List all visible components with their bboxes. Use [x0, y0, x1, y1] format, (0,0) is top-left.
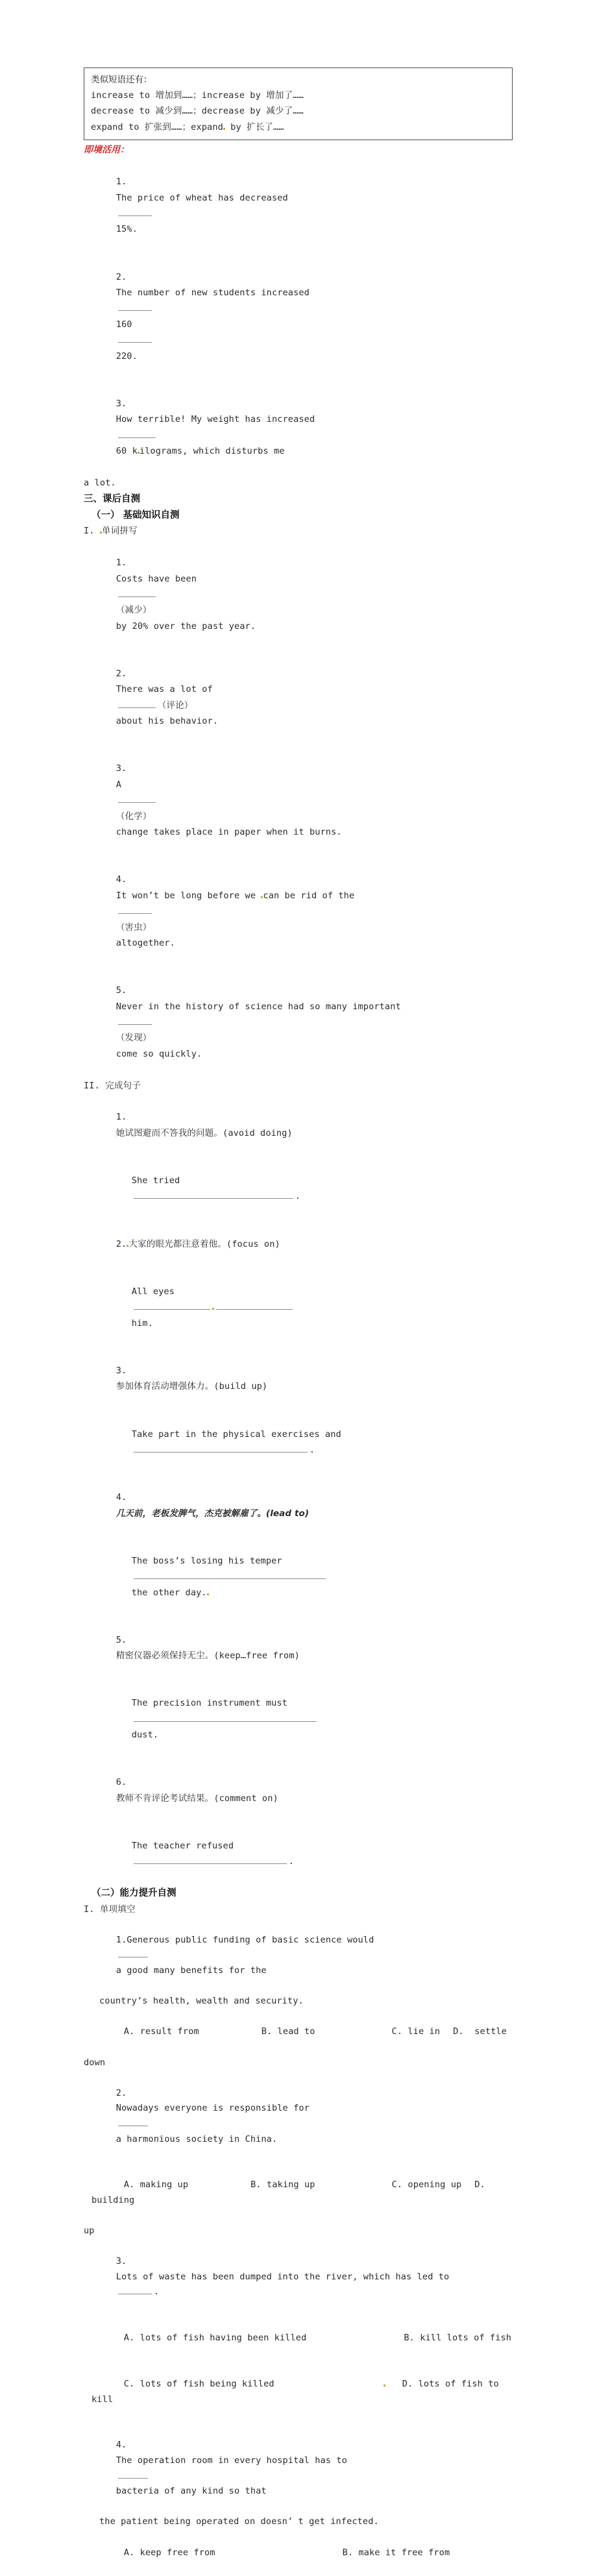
mcq-item-1-stem-line2: country’s health, wealth and security. — [99, 1996, 304, 2007]
mcq-item-2-option-d[interactable]: D. building — [91, 2179, 491, 2205]
tip-box-line-3-a: expand to 扩张到……；expand — [91, 121, 223, 132]
practice-item-3-wrap: a lot. — [84, 477, 116, 488]
sentence-item-6-cn-text: 教师不肯评论考试结果。(comment on) — [116, 1793, 278, 1804]
scan-speck-icon — [212, 1308, 214, 1310]
mcq-item-4-num: 4. — [116, 2440, 127, 2451]
answer-blank[interactable] — [118, 334, 152, 343]
sentence-item-1-cn-text: 她试图避而不答我的问题。(avoid doing) — [116, 1127, 293, 1138]
mcq-item-1-stem — [84, 1917, 513, 1994]
sentence-item-4-cn — [84, 1474, 513, 1538]
scan-speck-icon — [384, 2385, 385, 2386]
spelling-item-4 — [84, 856, 513, 967]
sentence-item-3-en — [84, 1410, 513, 1474]
sub-section-2-label: II. — [84, 1080, 100, 1091]
mcq-item-4-option-a[interactable]: A. keep free from — [123, 2547, 215, 2558]
spelling-item-1-hint: （减少） — [116, 605, 152, 616]
mcq-item-1-option-a[interactable]: A. result from — [123, 2026, 199, 2037]
sub-section-1-label: I. — [84, 526, 95, 537]
practice-heading: 即境活用： — [84, 144, 129, 155]
section-heading-3: 三、课后自测 — [84, 494, 140, 505]
spelling-item-3 — [84, 745, 513, 856]
spelling-item-4-hint: （害虫） — [116, 922, 152, 933]
sentence-item-3-num: 3. — [116, 1365, 127, 1376]
spelling-item-4-num: 4. — [116, 874, 127, 885]
answer-blank[interactable] — [118, 2286, 152, 2295]
mcq-item-1-stem-b: a good many benefits for the — [116, 1965, 267, 1976]
sentence-item-6-cn — [84, 1759, 513, 1822]
spelling-item-4-pre2: can be rid of the — [263, 890, 355, 901]
answer-blank[interactable] — [118, 429, 156, 438]
spelling-item-3-post: change takes place in paper when it burns. — [116, 827, 342, 838]
mcq-item-3-option-b[interactable]: B. kill lots of fish — [404, 2333, 512, 2344]
mcq-item-4-stem-a: The operation room in every hospital has to — [116, 2455, 347, 2466]
sentence-item-2-en-pre: All eyes — [131, 1286, 175, 1297]
answer-blank[interactable] — [118, 905, 152, 914]
sentence-item-4-en-post: the other day. — [131, 1587, 207, 1598]
spelling-item-4-post: altogether. — [116, 937, 175, 948]
answer-blank[interactable] — [118, 699, 156, 708]
mcq-item-3-num: 3. — [116, 2256, 127, 2267]
sentence-item-3-en-post: . — [309, 1444, 315, 1455]
spelling-item-2 — [84, 650, 513, 745]
spelling-item-1-num: 1. — [116, 558, 127, 569]
answer-blank[interactable] — [134, 1301, 210, 1310]
practice-item-1-pre: The price of wheat has decreased — [116, 192, 288, 203]
spelling-item-5-num: 5. — [116, 985, 127, 996]
mcq-item-2-stem — [84, 2070, 513, 2163]
sentence-item-3-cn-text: 参加体育活动增强体力。(build up) — [116, 1381, 268, 1392]
practice-item-3-post: 60 k — [116, 446, 138, 457]
document-content — [84, 67, 513, 2576]
mcq-item-3-stem-b: . — [153, 2287, 160, 2298]
answer-blank[interactable] — [134, 1571, 326, 1580]
part-1-heading: （一） 基础知识自测 — [91, 509, 180, 521]
answer-blank[interactable] — [118, 2117, 148, 2126]
mcq-item-2-stem-b: a harmonious society in China. — [116, 2133, 278, 2144]
sentence-item-2-en-post: him. — [131, 1318, 153, 1329]
answer-blank[interactable] — [118, 208, 152, 217]
mcq-item-4-stem-b: bacteria of any kind so that — [116, 2486, 267, 2497]
sentence-item-4-num: 4. — [116, 1492, 127, 1503]
sub-section-2-heading — [84, 1078, 513, 1094]
sentence-item-4-en — [84, 1537, 513, 1616]
sentence-item-1-en — [84, 1157, 513, 1221]
answer-blank[interactable] — [216, 1301, 293, 1310]
tip-box-line-3 — [91, 119, 506, 135]
scan-speck-icon — [138, 452, 140, 454]
sub-section-3-label: I. — [84, 1904, 95, 1915]
scan-speck-icon — [100, 532, 102, 534]
sentence-item-6-en — [84, 1822, 513, 1886]
answer-blank[interactable] — [118, 302, 152, 312]
sub-section-1-title: 单词拼写 — [101, 526, 138, 537]
mcq-item-1-options-wrap: down — [84, 2057, 106, 2068]
answer-blank[interactable] — [134, 1190, 293, 1199]
mcq-item-3-stem — [84, 2239, 513, 2316]
spelling-item-4-pre: It won’t be long before we — [116, 890, 256, 901]
practice-item-1-num: 1. — [116, 177, 127, 188]
answer-blank[interactable] — [118, 2470, 148, 2479]
sentence-item-2-cn-text: 大家的眼光都注意着他。(focus on) — [128, 1238, 280, 1249]
mcq-item-1-option-c[interactable]: C. lie in — [391, 2026, 441, 2037]
sentence-item-1-en-pre: She tried — [131, 1175, 180, 1186]
mcq-item-4-option-b[interactable]: B. make it free from — [342, 2547, 450, 2558]
mcq-item-1-num: 1. — [116, 1934, 127, 1945]
sentence-item-5-en — [84, 1680, 513, 1759]
answer-blank[interactable] — [134, 1856, 287, 1865]
mcq-item-2-option-b[interactable]: B. taking up — [250, 2179, 315, 2190]
tip-box — [84, 67, 513, 140]
spelling-item-5-pre: Never in the history of science had so many important — [116, 1001, 401, 1012]
practice-item-3-post2: ilograms, which disturbs me — [139, 446, 285, 457]
scan-speck-icon — [207, 1593, 209, 1595]
practice-item-2-post: 220. — [116, 350, 138, 362]
answer-blank[interactable] — [118, 1949, 148, 1958]
sub-section-3-heading — [84, 1902, 513, 1917]
mcq-item-2-options — [84, 2163, 513, 2224]
mcq-item-3-option-d[interactable]: D. lots of fish to kill — [91, 2379, 505, 2405]
spelling-item-5-hint: （发现） — [116, 1033, 152, 1044]
mcq-item-1-option-d[interactable]: D. settle — [453, 2026, 507, 2037]
sentence-item-3-en-pre: Take part in the physical exercises and — [131, 1429, 341, 1440]
sentence-item-4-cn-text: 几天前，老板发脾气，杰克被解雇了。(lead to) — [116, 1508, 310, 1519]
answer-blank[interactable] — [134, 1713, 317, 1722]
practice-item-3-num: 3. — [116, 398, 127, 409]
sentence-item-5-cn — [84, 1616, 513, 1680]
spelling-item-2-num: 2. — [116, 669, 127, 679]
mcq-item-4-stem — [84, 2423, 513, 2515]
part-2-heading: （二）能力提升自测 — [91, 1888, 177, 1899]
sentence-item-2-num: 2. — [116, 1238, 127, 1249]
mcq-item-3-option-c[interactable]: C. lots of fish being killed — [123, 2379, 274, 2389]
scan-speck-icon — [127, 1245, 128, 1247]
sentence-item-6-en-post: . — [288, 1856, 295, 1867]
practice-item-2-mid: 160 — [116, 319, 132, 330]
sentence-item-1-en-post: . — [295, 1191, 301, 1202]
sentence-item-3-cn — [84, 1347, 513, 1410]
sentence-item-2-cn — [84, 1220, 513, 1268]
sentence-item-2-en — [84, 1268, 513, 1347]
spelling-item-3-pre: A — [116, 779, 122, 790]
practice-item-3 — [84, 380, 513, 475]
mcq-item-3-options-row-1 — [84, 2316, 513, 2362]
sentence-item-1-cn — [84, 1094, 513, 1157]
mcq-item-2-option-a[interactable]: A. making up — [123, 2179, 189, 2190]
sub-section-3-title: 单项填空 — [99, 1904, 136, 1915]
spelling-item-5-post: come so quickly. — [116, 1048, 202, 1059]
mcq-item-3-stem-a: Lots of waste has been dumped into the river, which has led to — [116, 2271, 450, 2282]
mcq-item-1-stem-a: Generous public funding of basic science would — [127, 1934, 374, 1945]
mcq-item-3-option-a[interactable]: A. lots of fish having been killed — [123, 2333, 307, 2344]
spelling-item-3-hint: （化学） — [116, 811, 152, 822]
sentence-item-6-en-pre: The teacher refused — [131, 1841, 234, 1852]
spelling-item-2-post: about his behavior. — [116, 716, 219, 727]
sentence-item-6-num: 6. — [116, 1777, 127, 1788]
sentence-item-5-en-pre: The precision instrument must — [131, 1698, 287, 1709]
practice-item-3-pre: How terrible! My weight has increased — [116, 414, 315, 425]
sentence-item-4-en-pre: The boss’s losing his temper — [131, 1555, 282, 1566]
spelling-item-1-post: by 20% over the past year. — [116, 620, 256, 632]
mcq-item-4-stem-line2: the patient being operated on doesn’ t get infected. — [99, 2516, 379, 2527]
mcq-item-2-options-wrap: up — [84, 2226, 95, 2237]
answer-blank[interactable] — [134, 1443, 308, 1453]
mcq-item-3-options-row-2 — [84, 2361, 513, 2422]
mcq-item-1-option-b[interactable]: B. lead to — [261, 2026, 315, 2037]
scan-speck-icon — [261, 896, 263, 898]
tip-box-title: 类似短语还有： — [91, 75, 152, 85]
sub-section-1-heading — [84, 523, 513, 539]
sub-section-2-title: 完成句子 — [105, 1080, 141, 1091]
practice-item-2-pre: The number of new students increased — [116, 288, 310, 299]
practice-item-1-post: 15%. — [116, 224, 138, 235]
spelling-item-1 — [84, 539, 513, 650]
mcq-item-2-option-c[interactable]: C. opening up — [391, 2179, 462, 2190]
answer-blank[interactable] — [118, 794, 156, 803]
mcq-item-1-options — [84, 2009, 513, 2055]
sentence-item-5-cn-text: 精密仪器必须保持无尘。(keep…free from) — [116, 1650, 300, 1662]
spelling-item-3-num: 3. — [116, 763, 127, 774]
practice-item-2 — [84, 253, 513, 380]
spelling-item-5 — [84, 967, 513, 1078]
mcq-item-4-options-row-1 — [84, 2530, 513, 2576]
sentence-item-1-num: 1. — [116, 1112, 127, 1123]
mcq-item-2-num: 2. — [116, 2087, 127, 2098]
spelling-item-1-pre: Costs have been — [116, 573, 197, 584]
answer-blank[interactable] — [118, 1016, 152, 1025]
spelling-item-2-hint: （评论） — [157, 700, 193, 711]
practice-item-2-num: 2. — [116, 271, 127, 282]
answer-blank[interactable] — [118, 588, 156, 597]
sentence-item-5-num: 5. — [116, 1634, 127, 1645]
sentence-item-5-en-post: dust. — [131, 1730, 159, 1741]
tip-box-line-1: increase to 增加到……；increase by 增加了…… — [91, 90, 304, 101]
spelling-item-2-pre: There was a lot of — [116, 684, 213, 695]
scan-speck-icon — [223, 128, 225, 130]
mcq-item-2-stem-a: Nowadays everyone is responsible for — [116, 2103, 310, 2114]
tip-box-line-3-b: by 扩长了…… — [225, 121, 284, 132]
tip-box-line-2: decrease to 减少到……；decrease by 减少了…… — [91, 106, 304, 117]
practice-item-1 — [84, 158, 513, 253]
